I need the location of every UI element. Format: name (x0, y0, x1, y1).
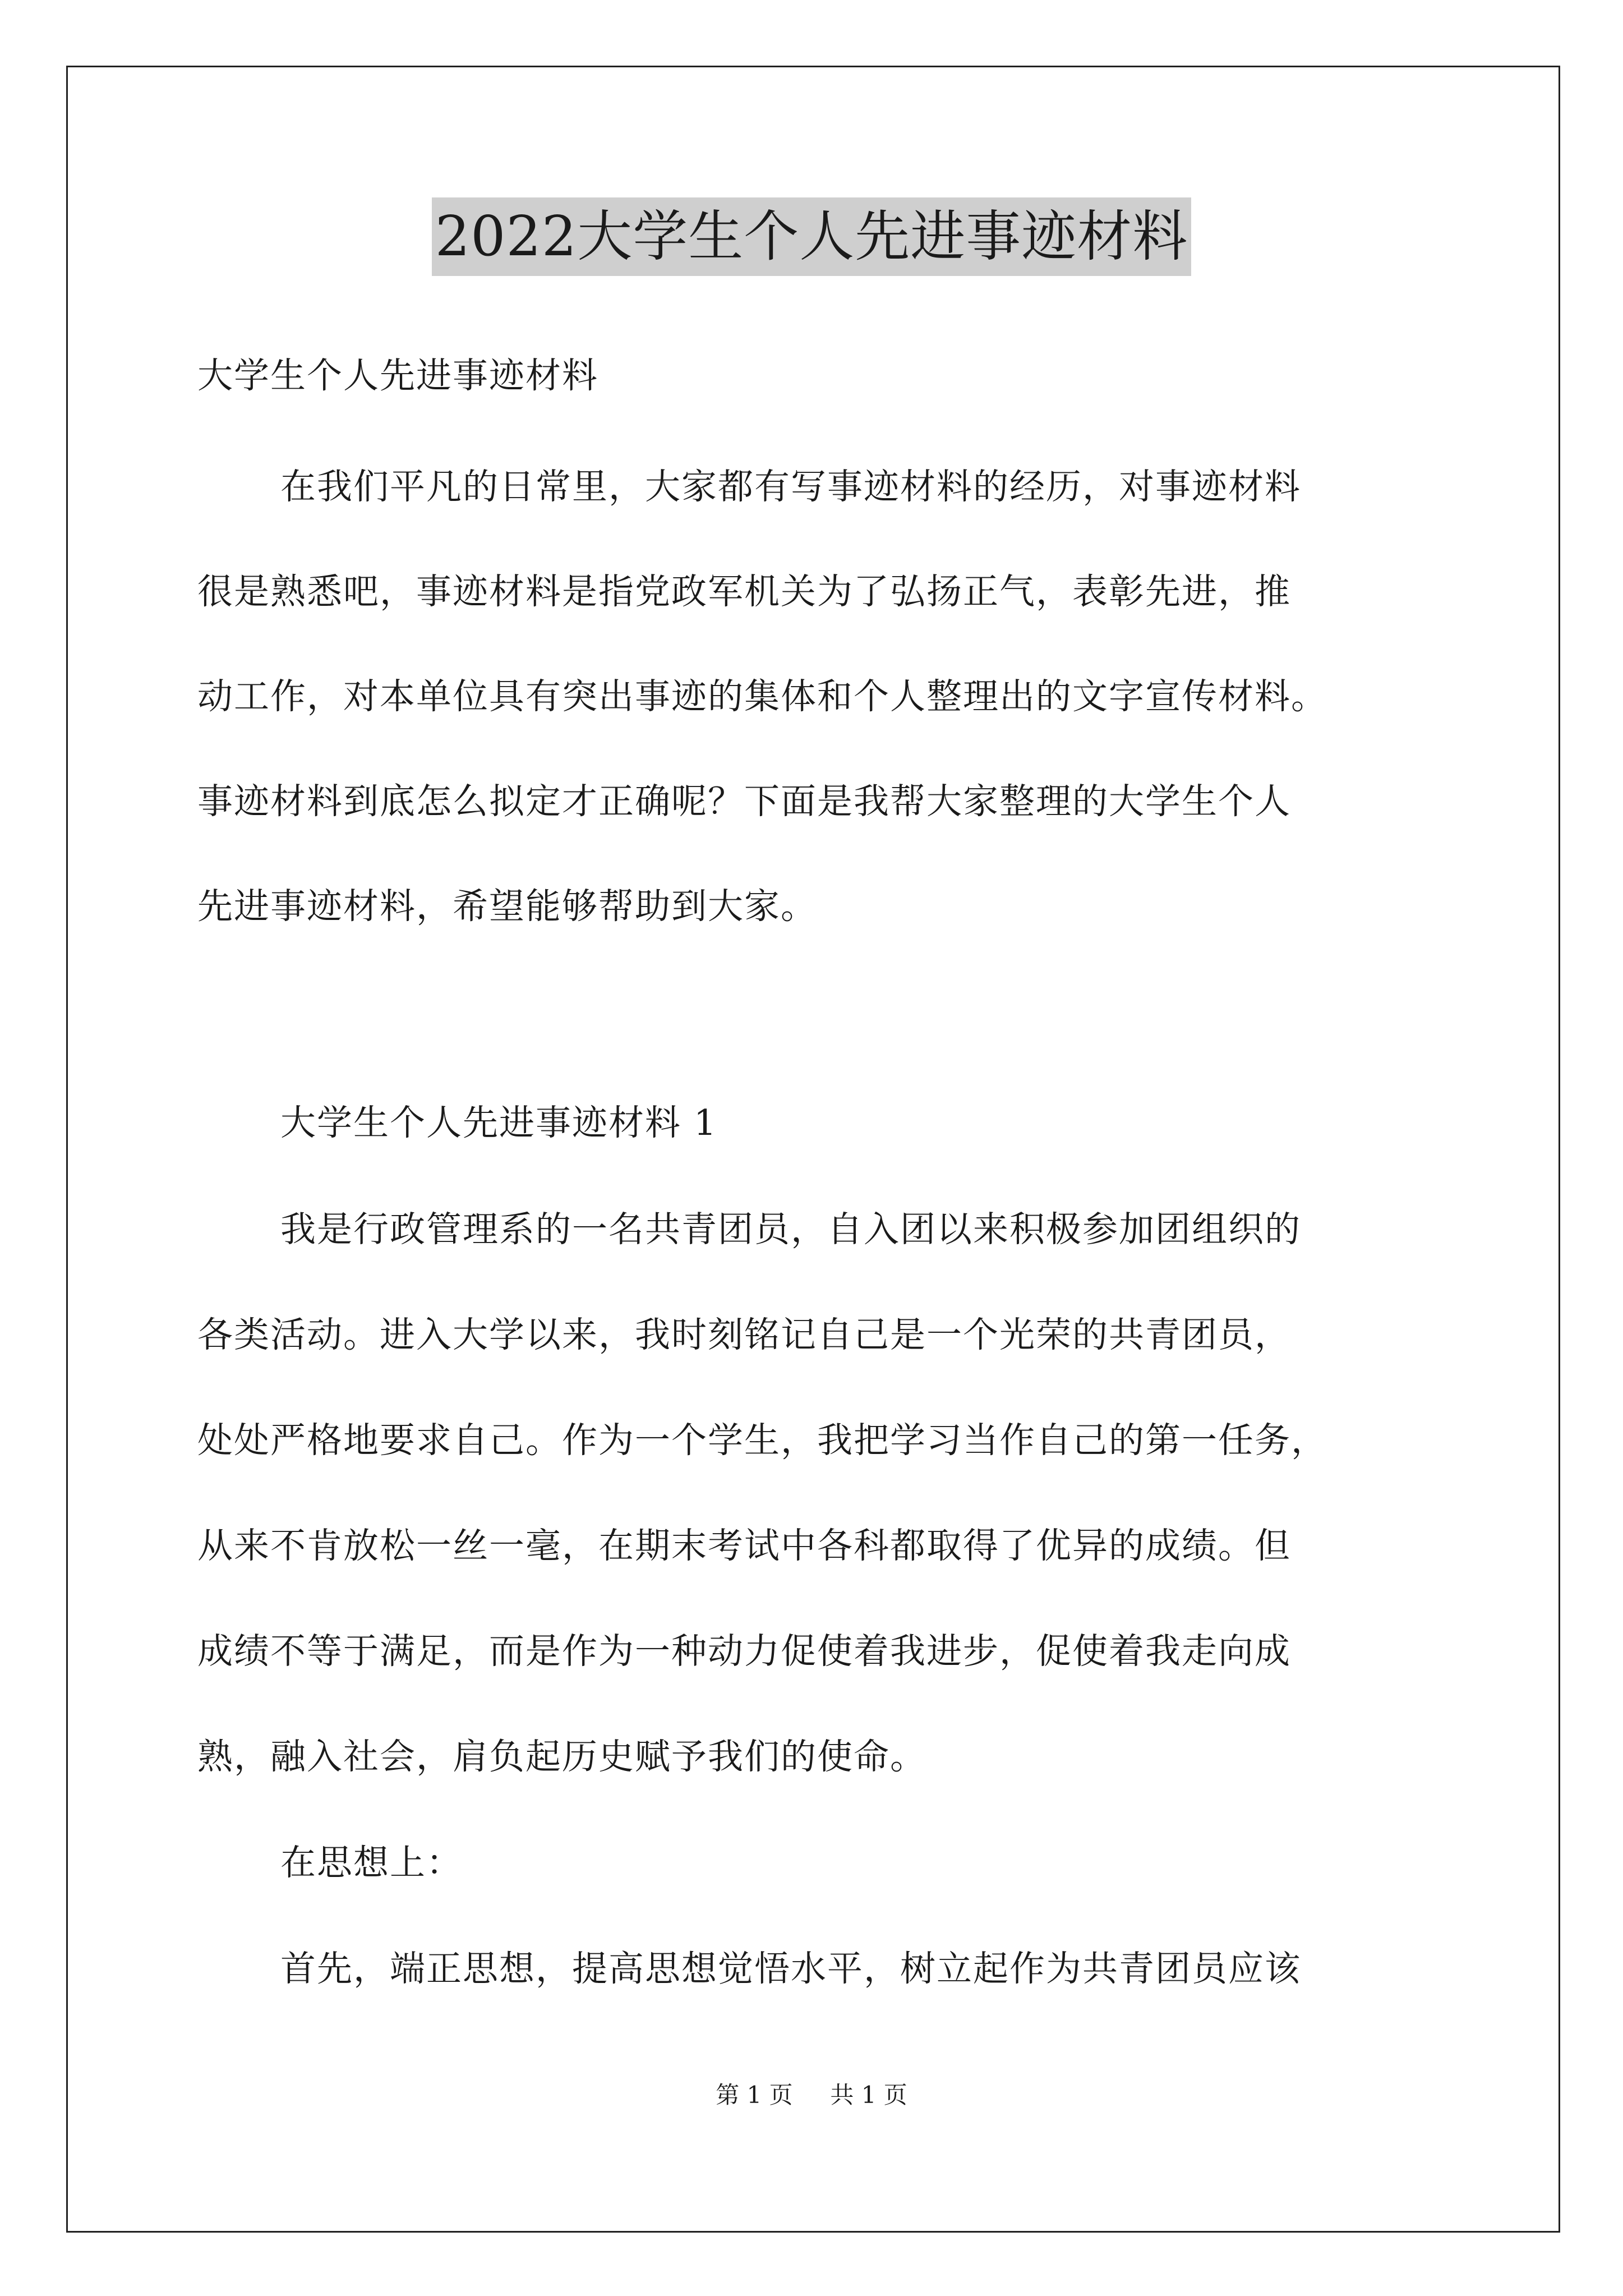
section-heading: 大学生个人先进事迹材料 1 (280, 1102, 718, 1143)
intro-line-1: 在我们平凡的日常里，大家都有写事迹材料的经历，对事迹材料 (280, 466, 1301, 507)
document-subtitle: 大学生个人先进事迹材料 (197, 355, 598, 396)
body-line: 首先，端正思想，提高思想觉悟水平，树立起作为共青团员应该 (280, 1948, 1301, 1989)
section-line-3: 处处严格地要求自己。作为一个学生，我把学习当作自己的第一任务， (197, 1420, 1327, 1461)
document-title: 2022大学生个人先进事迹材料 (432, 197, 1191, 276)
section-line-2: 各类活动。进入大学以来，我时刻铭记自己是一个光荣的共青团员， (197, 1314, 1291, 1355)
title-container (0, 197, 1623, 276)
page-footer (0, 2078, 1623, 2112)
section-line-5: 成绩不等于满足，而是作为一种动力促使着我进步，促使着我走向成 (197, 1631, 1291, 1672)
section-line-1: 我是行政管理系的一名共青团员，自入团以来积极参加团组织的 (280, 1209, 1301, 1250)
section-line-4: 从来不肯放松一丝一毫，在期末考试中各科都取得了优异的成绩。但 (197, 1525, 1291, 1566)
intro-line-5: 先进事迹材料，希望能够帮助到大家。 (197, 886, 817, 927)
intro-line-2: 很是熟悉吧，事迹材料是指党政军机关为了弘扬正气，表彰先进，推 (197, 571, 1291, 612)
intro-line-3: 动工作，对本单位具有突出事迹的集体和个人整理出的文字宣传材料。 (197, 676, 1327, 717)
intro-line-4: 事迹材料到底怎么拟定才正确呢？下面是我帮大家整理的大学生个人 (197, 781, 1291, 822)
section-line-6: 熟，融入社会，肩负起历史赋予我们的使命。 (197, 1736, 926, 1777)
page-number-total: 共 1 页 (830, 2081, 907, 2109)
thought-heading: 在思想上： (280, 1842, 463, 1883)
page-number-current: 第 1 页 (716, 2081, 793, 2109)
